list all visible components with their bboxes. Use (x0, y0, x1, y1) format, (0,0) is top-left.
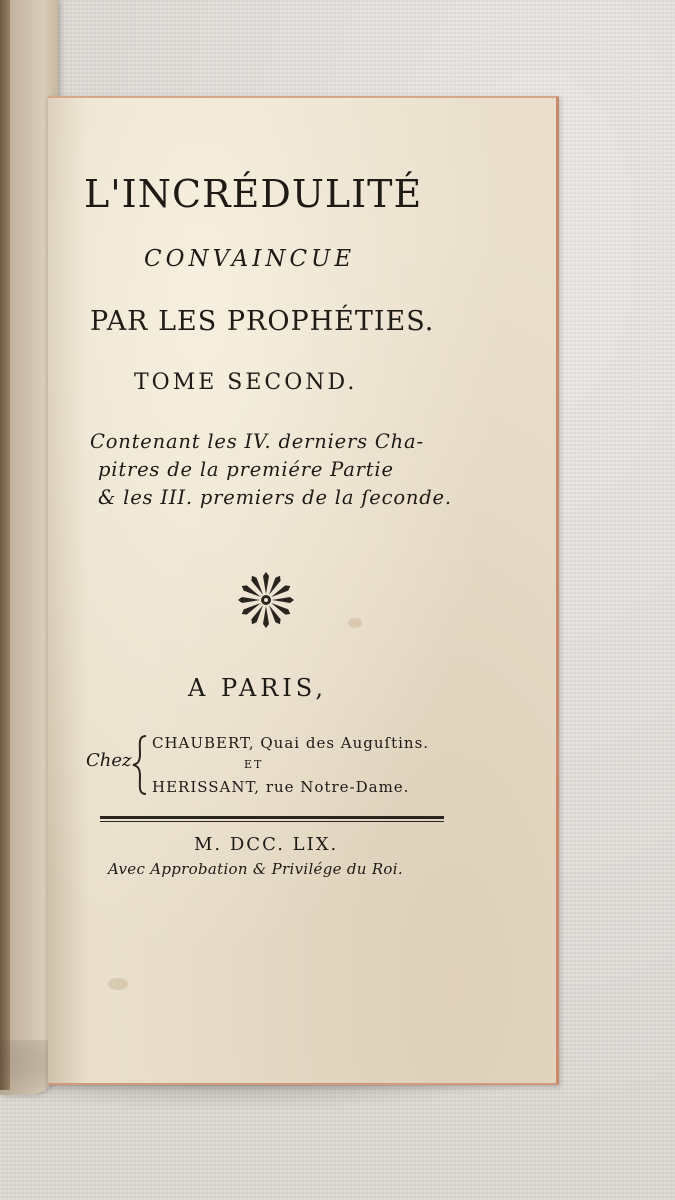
paper-stain (108, 978, 128, 990)
title-page (48, 96, 559, 1085)
publisher-conjunction: ET (244, 758, 264, 771)
place-of-publication: A PARIS, (188, 674, 328, 702)
chez-label: Chez (86, 750, 132, 771)
privilege-note: Avec Approbation & Privilége du Roi. (108, 860, 403, 878)
publisher-first: CHAUBERT, Quai des Auguſtins. (152, 734, 430, 752)
printers-flower-ornament-icon (236, 570, 296, 630)
curly-brace-icon (130, 734, 152, 796)
contents-line: & les III. premiers de la ſeconde. (98, 486, 452, 509)
main-title: L'INCRÉDULITÉ (84, 172, 423, 216)
publication-date: M. DCC. LIX. (194, 834, 339, 855)
contents-line: Contenant les IV. derniers Cha- (90, 430, 424, 453)
double-rule (100, 816, 444, 819)
binding-spine-edge (0, 0, 10, 1090)
double-rule-thin (100, 821, 444, 822)
contents-note (90, 428, 452, 512)
paper-stain (348, 618, 362, 628)
subtitle-line-2: PAR LES PROPHÉTIES. (90, 306, 435, 337)
subtitle: CONVAINCUE (144, 246, 356, 272)
contents-line: pitres de la premiére Partie (98, 458, 394, 481)
volume-label: TOME SECOND. (134, 370, 358, 395)
publisher-second: HERISSANT, rue Notre-Dame. (152, 778, 410, 796)
